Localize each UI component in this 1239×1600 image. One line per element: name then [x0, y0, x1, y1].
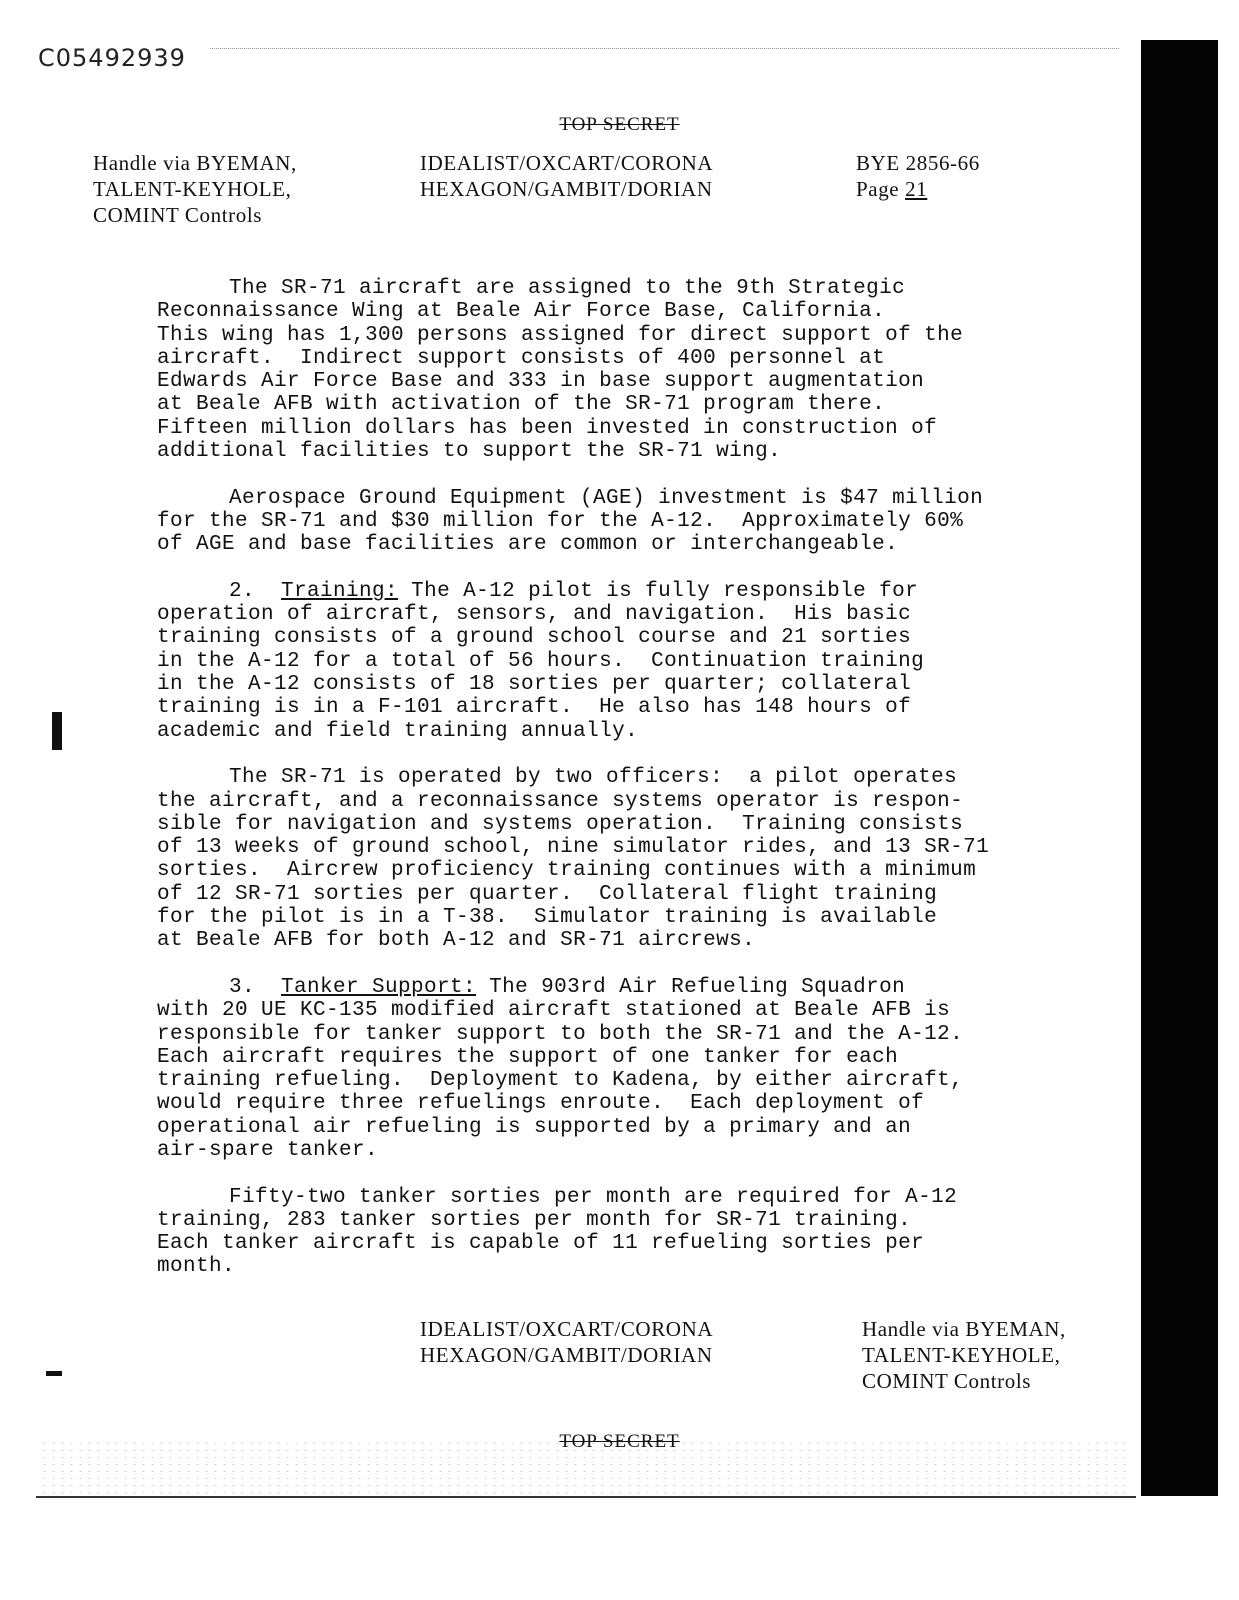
paragraph-sr71-wing: The SR-71 aircraft are assigned to the 9th Strategic Reconnaissance Wing at Beale Air Force Base, California. This wing has 1,300 persons assigned for direct support of the aircraft. Indirect support consists of 400 personnel at Edwards Air Force Base and 333 in base support augmentation at Beale AFB with activation of the SR-71 program there. Fifteen million dollars has been invested in construction of additional facilities to support the SR-71 wing.: [157, 277, 964, 464]
paragraph-sr71-crew: The SR-71 is operated by two officers: a pilot operates the aircraft, and a reconnaissance systems operator is respon- sible for navigation and systems operation. Training consists of 13 weeks of ground school, nine simulator rides, and 13 SR-71 sorties. Aircrew proficiency training continues with a minimum of 12 SR-71 sorties per quarter. Collateral flight training for the pilot is in a T-38. Simulator training is available at Beale AFB for both A-12 and SR-71 aircrews.: [157, 766, 990, 953]
scan-noise: [40, 1440, 1130, 1495]
classification-bottom: TOP SECRET: [559, 1431, 680, 1452]
page-indicator: Page 21: [856, 177, 928, 201]
codewords-footer: IDEALIST/OXCART/CORONA HEXAGON/GAMBIT/DORIAN: [420, 1317, 714, 1367]
paragraph-age-investment: Aerospace Ground Equipment (AGE) investment is $47 million for the SR-71 and $30 million for the A-12. Approximately 60% of AGE and base facilities are common or interchangeable.: [157, 486, 984, 557]
paragraph-tanker-sorties: Fifty-two tanker sorties per month are required for A-12 training, 283 tanker sorties per month for SR-71 training. Each tanker aircraft is capable of 11 refueling sorties per month.: [157, 1185, 958, 1279]
section-heading-tanker-support: Tanker Support:: [281, 975, 477, 999]
document-id: C05492939: [38, 44, 186, 72]
handle-via-header: Handle via BYEMAN, TALENT-KEYHOLE, COMINT Controls: [93, 151, 297, 227]
margin-mark: [46, 1371, 62, 1376]
redaction-bar: [1141, 40, 1218, 1496]
scan-artifact-line: [210, 48, 1119, 49]
paragraph-training: 2. Training: The A-12 pilot is fully responsible for operation of aircraft, sensors, and navigation. His basic training consists of a ground school course and 21 sorties in the A-12 for a total of 56 hours. Continuation training in the A-12 consists of 18 sorties per quarter; collateral training is in a F-101 aircraft. He also has 148 hours of academic and field training annually.: [157, 579, 925, 743]
margin-mark: [52, 712, 62, 750]
page-bottom-edge: [36, 1496, 1136, 1498]
classification-top: TOP SECRET: [559, 114, 680, 135]
handle-via-footer: Handle via BYEMAN, TALENT-KEYHOLE, COMINT Controls: [862, 1317, 1066, 1393]
paragraph-tanker-support: 3. Tanker Support: The 903rd Air Refueling Squadron with 20 UE KC-135 modified aircraft stationed at Beale AFB is responsible for tanker support to both the SR-71 and the A-12. Each aircraft requires the support of one tanker for each training refueling. Deployment to Kadena, by either aircraft, would require three refuelings enroute. Each deployment of operational air refueling is supported by a primary and an air-spare tanker.: [157, 975, 964, 1162]
bye-number: BYE 2856-66: [856, 151, 980, 175]
section-heading-training: Training:: [281, 579, 399, 603]
codewords-header: IDEALIST/OXCART/CORONA HEXAGON/GAMBIT/DORIAN: [420, 151, 714, 201]
bye-reference: [856, 150, 980, 202]
document-body: [157, 277, 1057, 1302]
